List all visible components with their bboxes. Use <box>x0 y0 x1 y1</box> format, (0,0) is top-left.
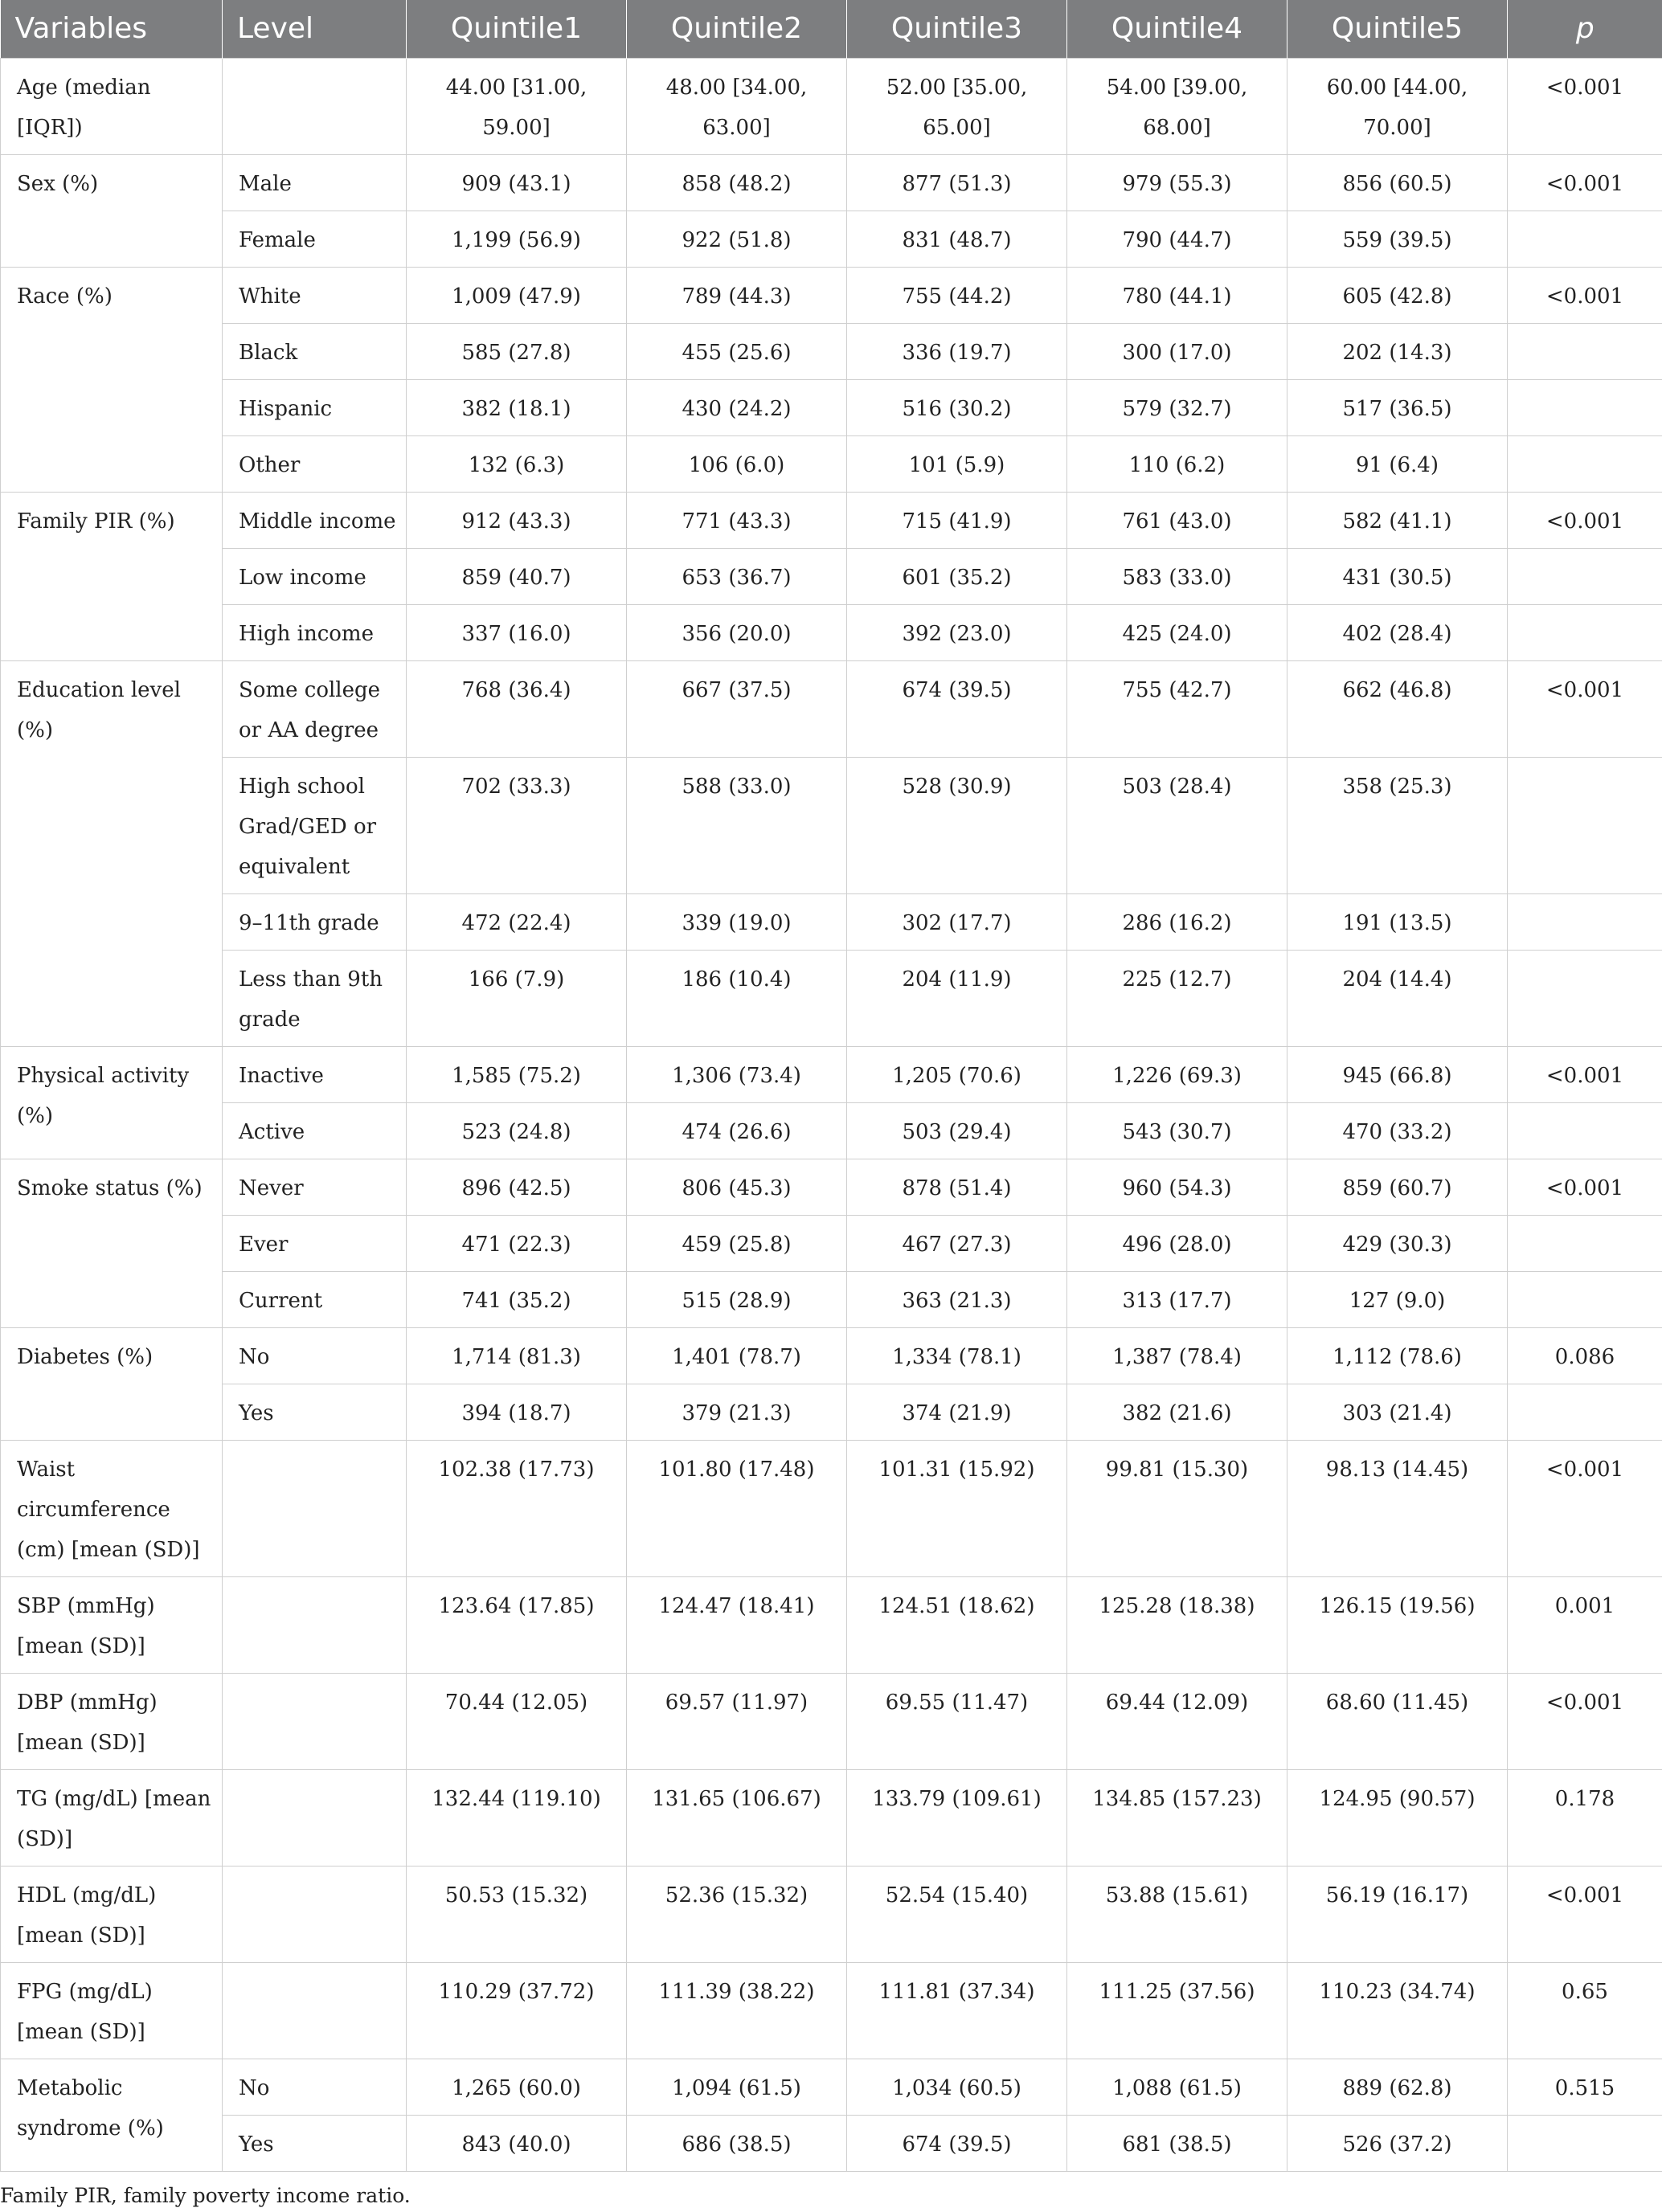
level-cell: Never <box>223 1159 407 1215</box>
table-row <box>1 1673 1662 1769</box>
table-row <box>1 1327 1662 1384</box>
quintile1-cell: 382 (18.1) <box>407 379 627 435</box>
quintile2-cell: 455 (25.6) <box>627 323 847 379</box>
p-value-cell: <0.001 <box>1508 1159 1662 1215</box>
quintile2-cell: 186 (10.4) <box>627 950 847 1046</box>
quintile5-cell: 56.19 (16.17) <box>1287 1866 1508 1962</box>
quintile4-cell: 54.00 [39.00, 68.00] <box>1067 58 1287 154</box>
table-row <box>1 1215 1662 1271</box>
variable-cell: Physical activity (%) <box>1 1046 223 1159</box>
header-quintile3: Quintile3 <box>847 0 1067 58</box>
quintile2-cell: 379 (21.3) <box>627 1384 847 1440</box>
quintile5-cell: 517 (36.5) <box>1287 379 1508 435</box>
quintile4-cell: 579 (32.7) <box>1067 379 1287 435</box>
quintile4-cell: 543 (30.7) <box>1067 1102 1287 1159</box>
quintile3-cell: 69.55 (11.47) <box>847 1673 1067 1769</box>
table-row <box>1 58 1662 154</box>
table-row <box>1 323 1662 379</box>
level-cell <box>223 1769 407 1866</box>
quintile2-cell: 111.39 (38.22) <box>627 1962 847 2059</box>
quintile2-cell: 101.80 (17.48) <box>627 1440 847 1576</box>
quintile5-cell: 204 (14.4) <box>1287 950 1508 1046</box>
quintile5-cell: 429 (30.3) <box>1287 1215 1508 1271</box>
variable-cell: Waist circumference (cm) [mean (SD)] <box>1 1440 223 1576</box>
quintile4-cell: 681 (38.5) <box>1067 2115 1287 2171</box>
quintile3-cell: 124.51 (18.62) <box>847 1576 1067 1673</box>
variable-cell: Metabolic syndrome (%) <box>1 2059 223 2171</box>
quintile5-cell: 303 (21.4) <box>1287 1384 1508 1440</box>
quintile2-cell: 430 (24.2) <box>627 379 847 435</box>
quintile4-cell: 1,088 (61.5) <box>1067 2059 1287 2115</box>
table-row <box>1 1576 1662 1673</box>
quintile5-cell: 68.60 (11.45) <box>1287 1673 1508 1769</box>
table-row <box>1 757 1662 893</box>
quintile3-cell: 715 (41.9) <box>847 492 1067 548</box>
level-cell: White <box>223 267 407 323</box>
p-value-cell: <0.001 <box>1508 660 1662 757</box>
quintile1-cell: 1,009 (47.9) <box>407 267 627 323</box>
quintile3-cell: 363 (21.3) <box>847 1271 1067 1327</box>
quintile2-cell: 588 (33.0) <box>627 757 847 893</box>
table-row <box>1 1046 1662 1102</box>
p-value-cell <box>1508 435 1662 492</box>
quintile1-cell: 585 (27.8) <box>407 323 627 379</box>
level-cell: Ever <box>223 1215 407 1271</box>
table-row <box>1 1769 1662 1866</box>
quintile3-cell: 1,334 (78.1) <box>847 1327 1067 1384</box>
quintile1-cell: 132.44 (119.10) <box>407 1769 627 1866</box>
quintile3-cell: 111.81 (37.34) <box>847 1962 1067 2059</box>
quintile2-cell: 1,306 (73.4) <box>627 1046 847 1102</box>
quintile4-cell: 225 (12.7) <box>1067 950 1287 1046</box>
quintile4-cell: 1,226 (69.3) <box>1067 1046 1287 1102</box>
level-cell: Current <box>223 1271 407 1327</box>
quintile5-cell: 191 (13.5) <box>1287 893 1508 950</box>
quintile5-cell: 859 (60.7) <box>1287 1159 1508 1215</box>
quintile5-cell: 856 (60.5) <box>1287 154 1508 211</box>
quintile2-cell: 339 (19.0) <box>627 893 847 950</box>
quintile2-cell: 771 (43.3) <box>627 492 847 548</box>
table-header <box>1 0 1662 58</box>
quintile2-cell: 858 (48.2) <box>627 154 847 211</box>
p-value-cell <box>1508 1384 1662 1440</box>
level-cell: Low income <box>223 548 407 604</box>
quintile1-cell: 472 (22.4) <box>407 893 627 950</box>
quintile4-cell: 780 (44.1) <box>1067 267 1287 323</box>
quintile1-cell: 896 (42.5) <box>407 1159 627 1215</box>
p-value-cell <box>1508 757 1662 893</box>
quintile2-cell: 686 (38.5) <box>627 2115 847 2171</box>
variable-cell: Education level (%) <box>1 660 223 1046</box>
quintile5-cell: 402 (28.4) <box>1287 604 1508 660</box>
table-row <box>1 1866 1662 1962</box>
header-quintile2: Quintile2 <box>627 0 847 58</box>
p-value-cell <box>1508 548 1662 604</box>
p-value-cell: <0.001 <box>1508 1866 1662 1962</box>
header-p-value: p <box>1508 0 1662 58</box>
quintile5-cell: 127 (9.0) <box>1287 1271 1508 1327</box>
quintile3-cell: 877 (51.3) <box>847 154 1067 211</box>
quintile3-cell: 336 (19.7) <box>847 323 1067 379</box>
quintile5-cell: 124.95 (90.57) <box>1287 1769 1508 1866</box>
level-cell: 9–11th grade <box>223 893 407 950</box>
quintile5-cell: 945 (66.8) <box>1287 1046 1508 1102</box>
quintile2-cell: 806 (45.3) <box>627 1159 847 1215</box>
quintile3-cell: 52.54 (15.40) <box>847 1866 1067 1962</box>
quintile4-cell: 979 (55.3) <box>1067 154 1287 211</box>
level-cell <box>223 1962 407 2059</box>
quintile4-cell: 300 (17.0) <box>1067 323 1287 379</box>
quintile4-cell: 496 (28.0) <box>1067 1215 1287 1271</box>
quintile3-cell: 831 (48.7) <box>847 211 1067 267</box>
p-value-cell <box>1508 950 1662 1046</box>
level-cell <box>223 1440 407 1576</box>
p-value-cell: <0.001 <box>1508 1440 1662 1576</box>
p-value-cell: <0.001 <box>1508 1673 1662 1769</box>
level-cell: Some college or AA degree <box>223 660 407 757</box>
quintile2-cell: 106 (6.0) <box>627 435 847 492</box>
quintile4-cell: 761 (43.0) <box>1067 492 1287 548</box>
level-cell <box>223 58 407 154</box>
table-footnote: Family PIR, family poverty income ratio. <box>0 2172 1662 2212</box>
quintile5-cell: 1,112 (78.6) <box>1287 1327 1508 1384</box>
quintile3-cell: 204 (11.9) <box>847 950 1067 1046</box>
table-row <box>1 492 1662 548</box>
quintile5-cell: 60.00 [44.00, 70.00] <box>1287 58 1508 154</box>
p-value-cell: <0.001 <box>1508 1046 1662 1102</box>
quintile1-cell: 843 (40.0) <box>407 2115 627 2171</box>
quintile3-cell: 374 (21.9) <box>847 1384 1067 1440</box>
table-row <box>1 660 1662 757</box>
table-row <box>1 1384 1662 1440</box>
quintile3-cell: 467 (27.3) <box>847 1215 1067 1271</box>
quintile5-cell: 358 (25.3) <box>1287 757 1508 893</box>
quintile5-cell: 582 (41.1) <box>1287 492 1508 548</box>
level-cell <box>223 1866 407 1962</box>
quintile2-cell: 667 (37.5) <box>627 660 847 757</box>
quintile4-cell: 53.88 (15.61) <box>1067 1866 1287 1962</box>
quintile5-cell: 126.15 (19.56) <box>1287 1576 1508 1673</box>
quintile5-cell: 470 (33.2) <box>1287 1102 1508 1159</box>
quintile4-cell: 313 (17.7) <box>1067 1271 1287 1327</box>
quintile2-cell: 124.47 (18.41) <box>627 1576 847 1673</box>
quintile5-cell: 662 (46.8) <box>1287 660 1508 757</box>
variable-cell: FPG (mg/dL) [mean (SD)] <box>1 1962 223 2059</box>
quintile2-cell: 653 (36.7) <box>627 548 847 604</box>
table-row <box>1 1271 1662 1327</box>
quintile2-cell: 474 (26.6) <box>627 1102 847 1159</box>
quintile2-cell: 922 (51.8) <box>627 211 847 267</box>
quintile3-cell: 101.31 (15.92) <box>847 1440 1067 1576</box>
table-row <box>1 211 1662 267</box>
quintile5-cell: 431 (30.5) <box>1287 548 1508 604</box>
header-variables: Variables <box>1 0 223 58</box>
p-value-cell: 0.086 <box>1508 1327 1662 1384</box>
level-cell: High school Grad/GED or equivalent <box>223 757 407 893</box>
level-cell: Yes <box>223 2115 407 2171</box>
quintile4-cell: 503 (28.4) <box>1067 757 1287 893</box>
header-row <box>1 0 1662 58</box>
quintile3-cell: 516 (30.2) <box>847 379 1067 435</box>
p-value-cell: <0.001 <box>1508 492 1662 548</box>
quintile3-cell: 133.79 (109.61) <box>847 1769 1067 1866</box>
quintile1-cell: 1,585 (75.2) <box>407 1046 627 1102</box>
quintile3-cell: 878 (51.4) <box>847 1159 1067 1215</box>
header-quintile4: Quintile4 <box>1067 0 1287 58</box>
quintile1-cell: 471 (22.3) <box>407 1215 627 1271</box>
variable-cell: Age (median [IQR]) <box>1 58 223 154</box>
quintile1-cell: 1,714 (81.3) <box>407 1327 627 1384</box>
p-value-cell: 0.178 <box>1508 1769 1662 1866</box>
table-row <box>1 267 1662 323</box>
variable-cell: Smoke status (%) <box>1 1159 223 1327</box>
quintile1-cell: 70.44 (12.05) <box>407 1673 627 1769</box>
p-value-cell <box>1508 211 1662 267</box>
table-row <box>1 950 1662 1046</box>
quintile1-cell: 741 (35.2) <box>407 1271 627 1327</box>
quintile4-cell: 111.25 (37.56) <box>1067 1962 1287 2059</box>
variable-cell: Diabetes (%) <box>1 1327 223 1440</box>
p-value-cell <box>1508 893 1662 950</box>
p-value-cell <box>1508 379 1662 435</box>
quintile3-cell: 601 (35.2) <box>847 548 1067 604</box>
quintile2-cell: 131.65 (106.67) <box>627 1769 847 1866</box>
quintile4-cell: 134.85 (157.23) <box>1067 1769 1287 1866</box>
level-cell: Middle income <box>223 492 407 548</box>
p-value-cell <box>1508 2115 1662 2171</box>
quintile4-cell: 960 (54.3) <box>1067 1159 1287 1215</box>
level-cell: No <box>223 2059 407 2115</box>
table-row <box>1 893 1662 950</box>
quintile4-cell: 1,387 (78.4) <box>1067 1327 1287 1384</box>
quintile1-cell: 702 (33.3) <box>407 757 627 893</box>
quintile5-cell: 91 (6.4) <box>1287 435 1508 492</box>
table-row <box>1 2115 1662 2171</box>
table-row <box>1 604 1662 660</box>
quintile3-cell: 755 (44.2) <box>847 267 1067 323</box>
p-value-cell: <0.001 <box>1508 154 1662 211</box>
quintile2-cell: 48.00 [34.00, 63.00] <box>627 58 847 154</box>
quintile1-cell: 166 (7.9) <box>407 950 627 1046</box>
quintile4-cell: 790 (44.7) <box>1067 211 1287 267</box>
table-row <box>1 1440 1662 1576</box>
variable-cell: HDL (mg/dL) [mean (SD)] <box>1 1866 223 1962</box>
quintile1-cell: 44.00 [31.00, 59.00] <box>407 58 627 154</box>
quintile3-cell: 392 (23.0) <box>847 604 1067 660</box>
quintile3-cell: 1,034 (60.5) <box>847 2059 1067 2115</box>
quintile1-cell: 768 (36.4) <box>407 660 627 757</box>
quintile3-cell: 302 (17.7) <box>847 893 1067 950</box>
p-value-cell: <0.001 <box>1508 267 1662 323</box>
level-cell: Inactive <box>223 1046 407 1102</box>
quintile4-cell: 583 (33.0) <box>1067 548 1287 604</box>
quintile5-cell: 526 (37.2) <box>1287 2115 1508 2171</box>
level-cell: Hispanic <box>223 379 407 435</box>
quintile2-cell: 789 (44.3) <box>627 267 847 323</box>
quintile3-cell: 101 (5.9) <box>847 435 1067 492</box>
level-cell: Less than 9th grade <box>223 950 407 1046</box>
level-cell: Active <box>223 1102 407 1159</box>
quintile3-cell: 528 (30.9) <box>847 757 1067 893</box>
quintile1-cell: 394 (18.7) <box>407 1384 627 1440</box>
quintile1-cell: 337 (16.0) <box>407 604 627 660</box>
table-row <box>1 548 1662 604</box>
variable-cell: DBP (mmHg) [mean (SD)] <box>1 1673 223 1769</box>
quintile5-cell: 202 (14.3) <box>1287 323 1508 379</box>
quintile3-cell: 503 (29.4) <box>847 1102 1067 1159</box>
quintile2-cell: 52.36 (15.32) <box>627 1866 847 1962</box>
quintile3-cell: 52.00 [35.00, 65.00] <box>847 58 1067 154</box>
quintile3-cell: 674 (39.5) <box>847 2115 1067 2171</box>
quintile2-cell: 356 (20.0) <box>627 604 847 660</box>
header-level: Level <box>223 0 407 58</box>
table-row <box>1 1102 1662 1159</box>
quintile4-cell: 110 (6.2) <box>1067 435 1287 492</box>
quintile4-cell: 69.44 (12.09) <box>1067 1673 1287 1769</box>
quintile4-cell: 286 (16.2) <box>1067 893 1287 950</box>
header-quintile1: Quintile1 <box>407 0 627 58</box>
level-cell: Black <box>223 323 407 379</box>
quintile1-cell: 523 (24.8) <box>407 1102 627 1159</box>
table-body <box>1 58 1662 2171</box>
quintile2-cell: 1,401 (78.7) <box>627 1327 847 1384</box>
quintile1-cell: 1,199 (56.9) <box>407 211 627 267</box>
quintile5-cell: 605 (42.8) <box>1287 267 1508 323</box>
quintile4-cell: 382 (21.6) <box>1067 1384 1287 1440</box>
quintile2-cell: 515 (28.9) <box>627 1271 847 1327</box>
quintile1-cell: 1,265 (60.0) <box>407 2059 627 2115</box>
table-row <box>1 379 1662 435</box>
variable-cell: SBP (mmHg) [mean (SD)] <box>1 1576 223 1673</box>
quintile5-cell: 559 (39.5) <box>1287 211 1508 267</box>
quintile1-cell: 110.29 (37.72) <box>407 1962 627 2059</box>
quintile3-cell: 1,205 (70.6) <box>847 1046 1067 1102</box>
quintile4-cell: 425 (24.0) <box>1067 604 1287 660</box>
quintile2-cell: 459 (25.8) <box>627 1215 847 1271</box>
table-row <box>1 154 1662 211</box>
quintile4-cell: 99.81 (15.30) <box>1067 1440 1287 1576</box>
quintile2-cell: 1,094 (61.5) <box>627 2059 847 2115</box>
p-value-cell <box>1508 604 1662 660</box>
p-value-cell <box>1508 323 1662 379</box>
p-value-cell: 0.65 <box>1508 1962 1662 2059</box>
level-cell: Yes <box>223 1384 407 1440</box>
quintile5-cell: 110.23 (34.74) <box>1287 1962 1508 2059</box>
quintile5-cell: 889 (62.8) <box>1287 2059 1508 2115</box>
quintile2-cell: 69.57 (11.97) <box>627 1673 847 1769</box>
variable-cell: Sex (%) <box>1 154 223 267</box>
quintile1-cell: 859 (40.7) <box>407 548 627 604</box>
variable-cell: TG (mg/dL) [mean (SD)] <box>1 1769 223 1866</box>
p-value-cell: 0.515 <box>1508 2059 1662 2115</box>
p-value-cell <box>1508 1102 1662 1159</box>
level-cell <box>223 1673 407 1769</box>
variable-cell: Family PIR (%) <box>1 492 223 660</box>
table-row <box>1 1159 1662 1215</box>
level-cell: Other <box>223 435 407 492</box>
quintile5-cell: 98.13 (14.45) <box>1287 1440 1508 1576</box>
level-cell <box>223 1576 407 1673</box>
table-row <box>1 1962 1662 2059</box>
p-value-cell <box>1508 1271 1662 1327</box>
p-value-cell <box>1508 1215 1662 1271</box>
quintile1-cell: 50.53 (15.32) <box>407 1866 627 1962</box>
level-cell: Male <box>223 154 407 211</box>
level-cell: Female <box>223 211 407 267</box>
quintile4-cell: 755 (42.7) <box>1067 660 1287 757</box>
quintile1-cell: 123.64 (17.85) <box>407 1576 627 1673</box>
table-row <box>1 2059 1662 2115</box>
level-cell: High income <box>223 604 407 660</box>
quintile3-cell: 674 (39.5) <box>847 660 1067 757</box>
quintile1-cell: 102.38 (17.73) <box>407 1440 627 1576</box>
level-cell: No <box>223 1327 407 1384</box>
p-value-cell: 0.001 <box>1508 1576 1662 1673</box>
header-quintile5: Quintile5 <box>1287 0 1508 58</box>
quintile1-cell: 132 (6.3) <box>407 435 627 492</box>
table-row <box>1 435 1662 492</box>
variable-cell: Race (%) <box>1 267 223 492</box>
quintile1-cell: 909 (43.1) <box>407 154 627 211</box>
quintile4-cell: 125.28 (18.38) <box>1067 1576 1287 1673</box>
p-value-cell: <0.001 <box>1508 58 1662 154</box>
quintile1-cell: 912 (43.3) <box>407 492 627 548</box>
